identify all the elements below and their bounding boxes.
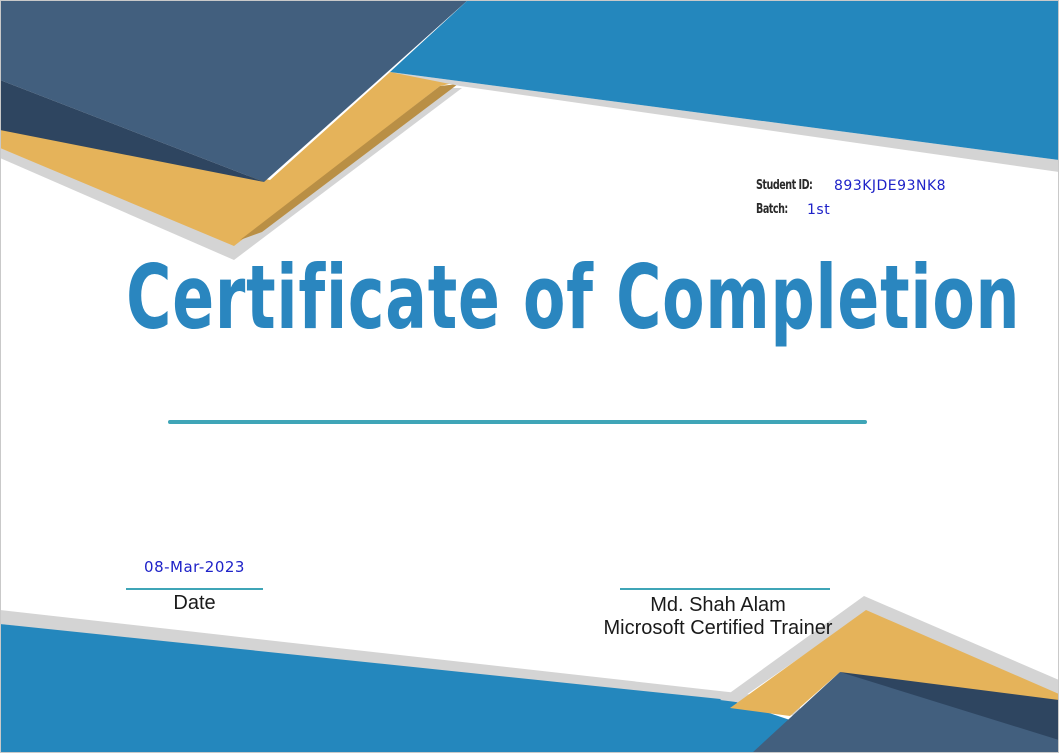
batch-row [756, 202, 831, 226]
date-value: 08-Mar-2023 [144, 558, 245, 576]
date-line [126, 588, 263, 590]
batch-label: Batch: [756, 202, 788, 217]
certificate-title-wrap [0, 246, 1059, 349]
top-right-blue-shape [390, 0, 1059, 160]
signer-block [560, 594, 876, 640]
signer-title: Microsoft Certified Trainer [603, 617, 833, 639]
signer-name: Md. Shah Alam [650, 594, 786, 616]
student-id-row [756, 178, 947, 202]
certificate-title: Certificate of Completion [126, 246, 1021, 349]
recipient-name-line [168, 420, 867, 424]
date-label: Date [173, 592, 216, 614]
batch-value: 1st [807, 202, 831, 218]
student-info [756, 178, 947, 226]
signature-line [620, 588, 830, 590]
student-id-value: 893KJDE93NK8 [834, 178, 947, 194]
student-id-label: Student ID: [756, 178, 813, 193]
